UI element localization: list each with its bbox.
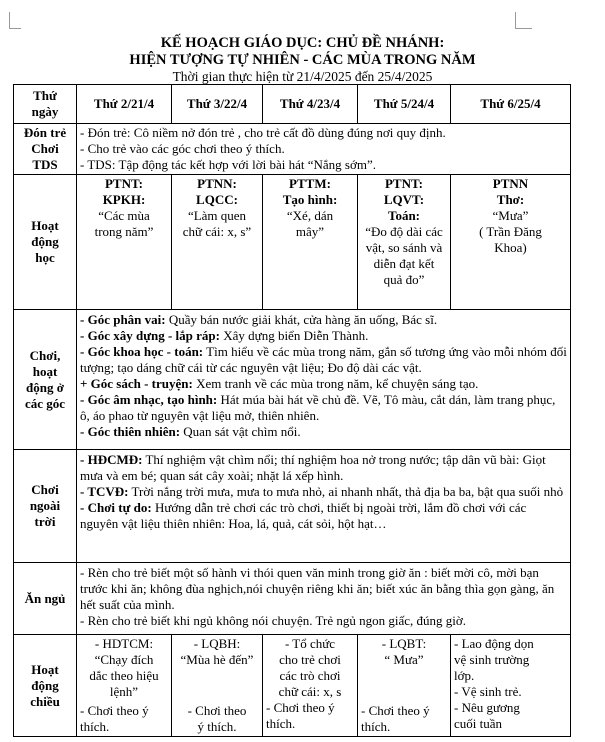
title-line-2: HIỆN TƯỢNG TỰ NHIÊN - CÁC MÙA TRONG NĂM [129, 52, 476, 68]
day-header-mon: Thứ 2/21/4 [77, 85, 172, 124]
title-line-1: KẾ HOẠCH GIÁO DỤC: CHỦ ĐỀ NHÁNH: [160, 35, 445, 51]
activity-thu: PTNT: LQVT: Toán: “Đo độ dài các vật, so sánh và diễn đạt kết quả đo” [358, 175, 451, 310]
plan-table [13, 84, 571, 737]
corner-item: - Góc thiên nhiên: Quan sát vật chìm nổi. [80, 424, 301, 439]
outdoor-row-label: Chơi ngoài trời [14, 450, 77, 563]
day-header-wed: Thứ 4/23/4 [263, 85, 358, 124]
meal-line: - Rèn cho trẻ biết một số hành vi thói quen văn minh trong giờ ăn : biết mời cô, mời bạn trước khi ăn; không đùa nghịch,nói chuyện riêng khi ăn; biết xúc ăn bằng thìa gọn gàng, ăn hết suất của mình. [80, 565, 555, 612]
corner-item: - Góc phân vai: Quầy bán nước giải khát, cửa hàng ăn uống, Bác sĩ. [80, 312, 438, 327]
afternoon-tue: - LQBH: “Mùa hè đến” - Chơi theo ý thích. [172, 635, 263, 737]
afternoon-mon: - HDTCM: “Chạy đích dắc theo hiệu lệnh” - Chơi theo ý thích. [77, 635, 172, 737]
welcome-line: - Đón trẻ: Cô niềm nở đón trẻ , cho trẻ cất đồ dùng đúng nơi quy định. [80, 125, 446, 140]
meal-row-label: Ăn ngủ [14, 563, 77, 635]
welcome-row-label: Đón trẻ Chơi TDS [14, 124, 77, 175]
afternoon-fri: - Lao động dọn vệ sinh trường lớp. - Vệ sinh trẻ. - Nêu gương cuối tuần [451, 635, 571, 737]
outdoor-content [77, 450, 571, 563]
outdoor-item: - Chơi tự do: Hướng dẫn trẻ chơi các trò chơi, thiết bị ngoài trời, lắm đồ chơi với các nguyên vật liệu thiên nhiên: Hoa, lá, quả, cát sỏi, hột hạt… [80, 500, 527, 531]
afternoon-row [14, 635, 571, 737]
time-line: Thời gian thực hiện từ 21/4/2025 đến 25/4/2025 [172, 69, 433, 84]
afternoon-row-label: Hoạt động chiều [14, 635, 77, 737]
welcome-row [14, 124, 571, 175]
outdoor-item: - TCVĐ: Trời nắng trời mưa, mưa to mưa nhỏ, ai nhanh nhất, thả địa ba ba, bật qua suối nhỏ [80, 484, 564, 499]
welcome-line: - Cho trẻ vào các góc chơi theo ý thích. [80, 141, 285, 156]
activity-row [14, 175, 571, 310]
meal-row [14, 563, 571, 635]
page-corner-mark-right [515, 12, 532, 29]
corners-content [77, 310, 571, 450]
day-column-header: Thứ ngày [14, 85, 77, 124]
meal-content [77, 563, 571, 635]
day-header-fri: Thứ 6/25/4 [451, 85, 571, 124]
activity-tue: PTNN: LQCC: “Làm quen chữ cái: x, s” [172, 175, 263, 310]
document-header [0, 35, 605, 85]
welcome-line: - TDS: Tập động tác kết hợp với lời bài hát “Nắng sớm”. [80, 157, 376, 172]
corner-item: - Góc âm nhạc, tạo hình: Hát múa bài hát về chủ đề. Vẽ, Tô màu, cắt dán, làm trang phục, ô, áo phao từ nguyên vật liệu mở, thiên nhiên. [80, 392, 556, 423]
activity-mon: PTNT: KPKH: “Các mùa trong năm” [77, 175, 172, 310]
outdoor-row [14, 450, 571, 563]
day-header-thu: Thứ 5/24/4 [358, 85, 451, 124]
corners-row [14, 310, 571, 450]
corner-item: - Góc xây dựng - lắp ráp: Xây dựng biển Diễn Thành. [80, 328, 369, 343]
meal-line: - Rèn cho trẻ biết khi ngủ không nói chuyện. Trẻ ngủ ngon giấc, đúng giờ. [80, 613, 466, 628]
corner-item: - Góc khoa học - toán: Tìm hiểu về các mùa trong năm, gắn số tương ứng vào mỗi nhóm đối tượng; tạo dáng chữ cái từ các nguyên vật liệu; Đo độ dài các vật. [80, 344, 567, 375]
afternoon-wed: - Tổ chức cho trẻ chơi các trò chơi chữ cái: x, s - Chơi theo ý thích. [263, 635, 358, 737]
corners-row-label: Chơi, hoạt động ở các góc [14, 310, 77, 450]
activity-row-label: Hoạt động học [14, 175, 77, 310]
page-corner-mark-left [9, 12, 21, 29]
outdoor-item: - HĐCMĐ: Thí nghiệm vật chìm nổi; thí nghiệm hoa nở trong nước; tập dân vũ bài: Giọt mưa và em bé; quan sát cây xoài; nhặt lá xếp hình. [80, 452, 546, 483]
activity-fri: PTNN Thơ: “Mưa” ( Trần Đăng Khoa) [451, 175, 571, 310]
welcome-content [77, 124, 571, 175]
activity-wed: PTTM: Tạo hình: “Xé, dán mây” [263, 175, 358, 310]
header-row [14, 85, 571, 124]
day-header-tue: Thứ 3/22/4 [172, 85, 263, 124]
afternoon-thu: - LQBT: “ Mưa” - Chơi theo ý thích. [358, 635, 451, 737]
corner-item: + Góc sách - truyện: Xem tranh về các mùa trong năm, kể chuyện sáng tạo. [80, 376, 479, 391]
